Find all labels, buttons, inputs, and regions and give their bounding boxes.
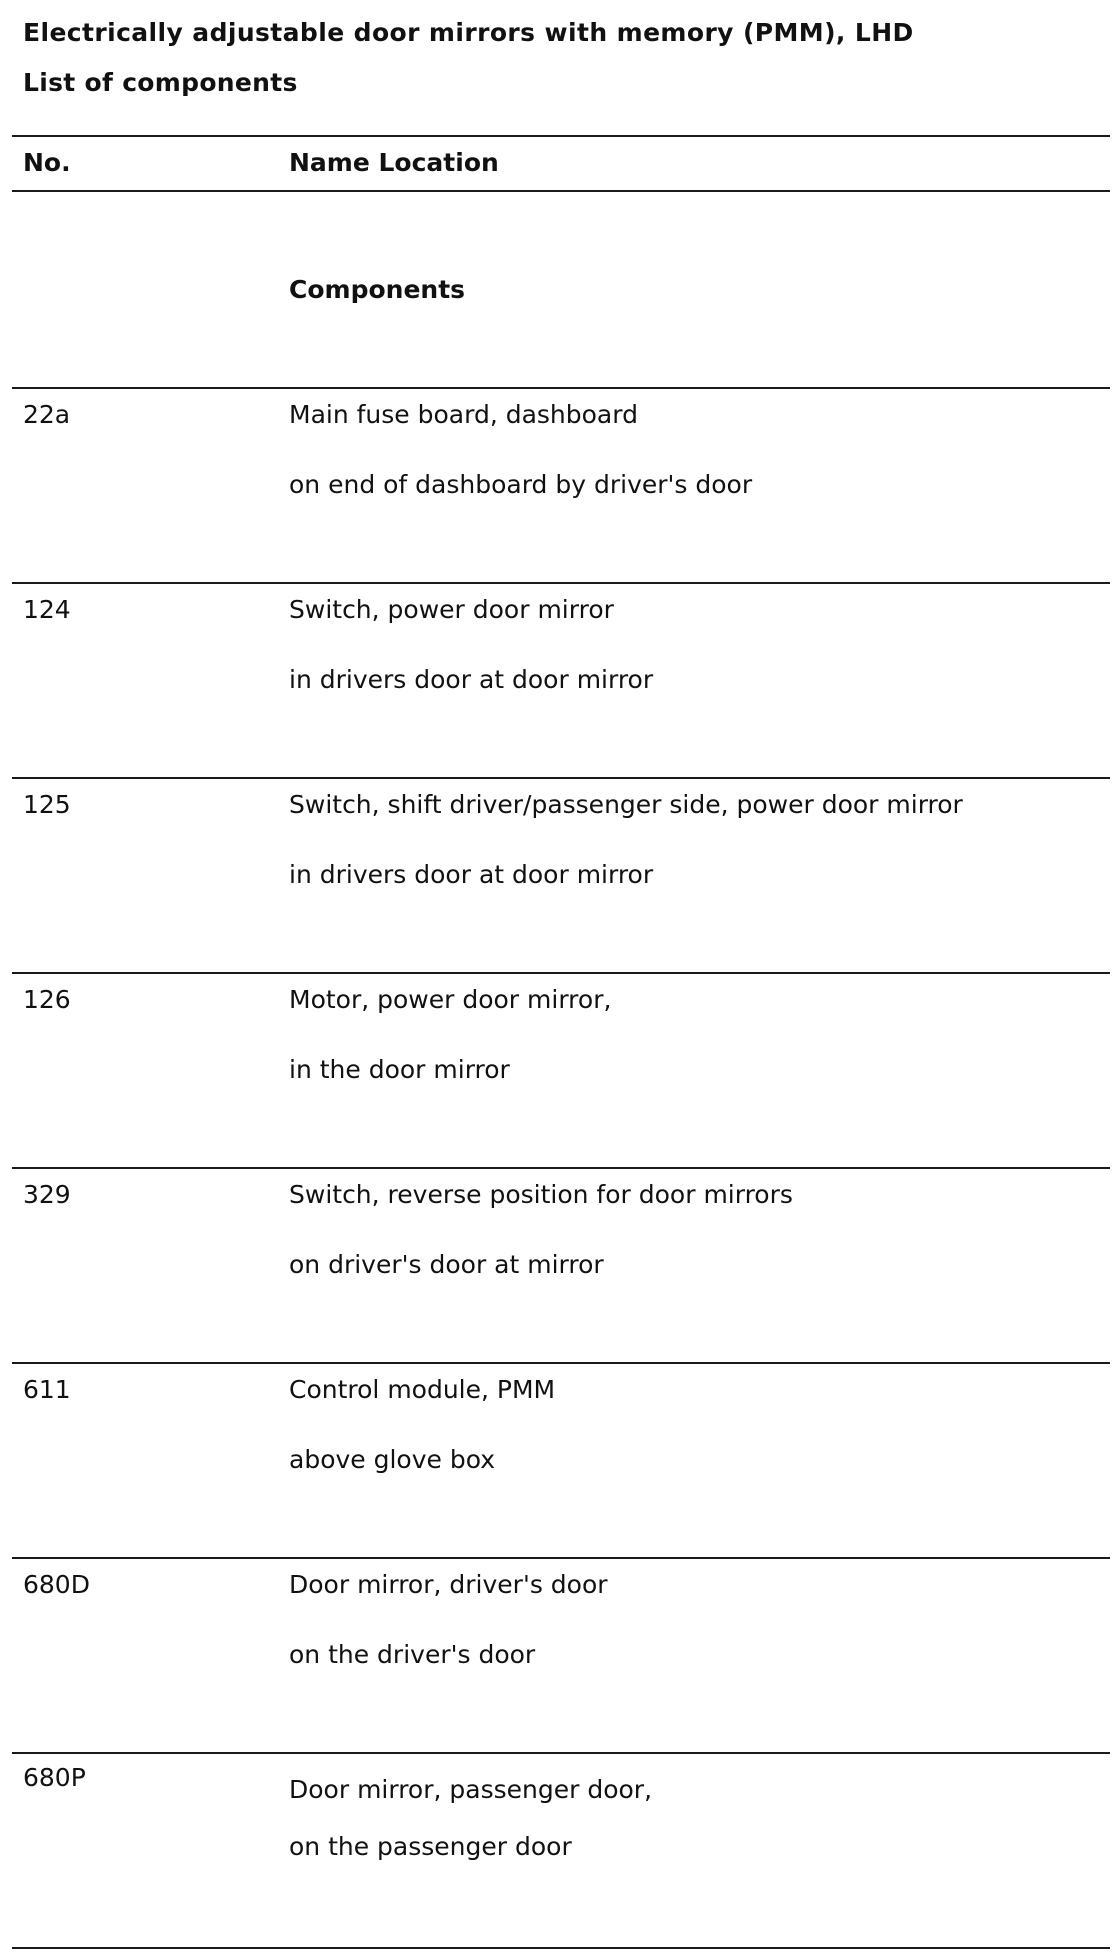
row-number: 680P xyxy=(23,1763,86,1792)
row-divider xyxy=(12,777,1110,779)
table-bottom-rule xyxy=(12,1947,1110,1949)
row-location: in the door mirror xyxy=(289,1055,510,1084)
row-number: 125 xyxy=(23,790,71,819)
header-no: No. xyxy=(23,148,71,177)
row-number: 126 xyxy=(23,985,71,1014)
row-location: in drivers door at door mirror xyxy=(289,665,654,694)
row-divider xyxy=(12,1557,1110,1559)
section-heading-components: Components xyxy=(289,275,466,304)
header-bottom-rule xyxy=(12,190,1110,192)
row-number: 680D xyxy=(23,1570,90,1599)
row-divider xyxy=(12,972,1110,974)
row-name: Main fuse board, dashboard xyxy=(289,400,638,429)
row-location: on the driver's door xyxy=(289,1640,536,1669)
row-number: 611 xyxy=(23,1375,71,1404)
row-divider xyxy=(12,1362,1110,1364)
row-location: on end of dashboard by driver's door xyxy=(289,470,753,499)
row-name: Switch, shift driver/passenger side, power door mirror xyxy=(289,790,963,819)
row-name: Door mirror, passenger door, xyxy=(289,1775,653,1804)
row-name: Control module, PMM xyxy=(289,1375,556,1404)
header-name-location: Name Location xyxy=(289,148,499,177)
row-number: 22a xyxy=(23,400,71,429)
row-name: Door mirror, driver's door xyxy=(289,1570,608,1599)
row-divider xyxy=(12,1752,1110,1754)
row-location: in drivers door at door mirror xyxy=(289,860,654,889)
row-divider xyxy=(12,1167,1110,1169)
row-name: Switch, power door mirror xyxy=(289,595,614,624)
row-name: Switch, reverse position for door mirrors xyxy=(289,1180,793,1209)
row-location: on driver's door at mirror xyxy=(289,1250,604,1279)
row-location: above glove box xyxy=(289,1445,496,1474)
row-number: 124 xyxy=(23,595,71,624)
row-divider xyxy=(12,387,1110,389)
row-divider xyxy=(12,582,1110,584)
document-title: Electrically adjustable door mirrors with memory (PMM), LHD xyxy=(23,18,914,47)
table-top-rule xyxy=(12,135,1110,137)
row-number: 329 xyxy=(23,1180,71,1209)
row-name: Motor, power door mirror, xyxy=(289,985,612,1014)
row-location: on the passenger door xyxy=(289,1832,572,1861)
document-subtitle: List of components xyxy=(23,68,298,97)
